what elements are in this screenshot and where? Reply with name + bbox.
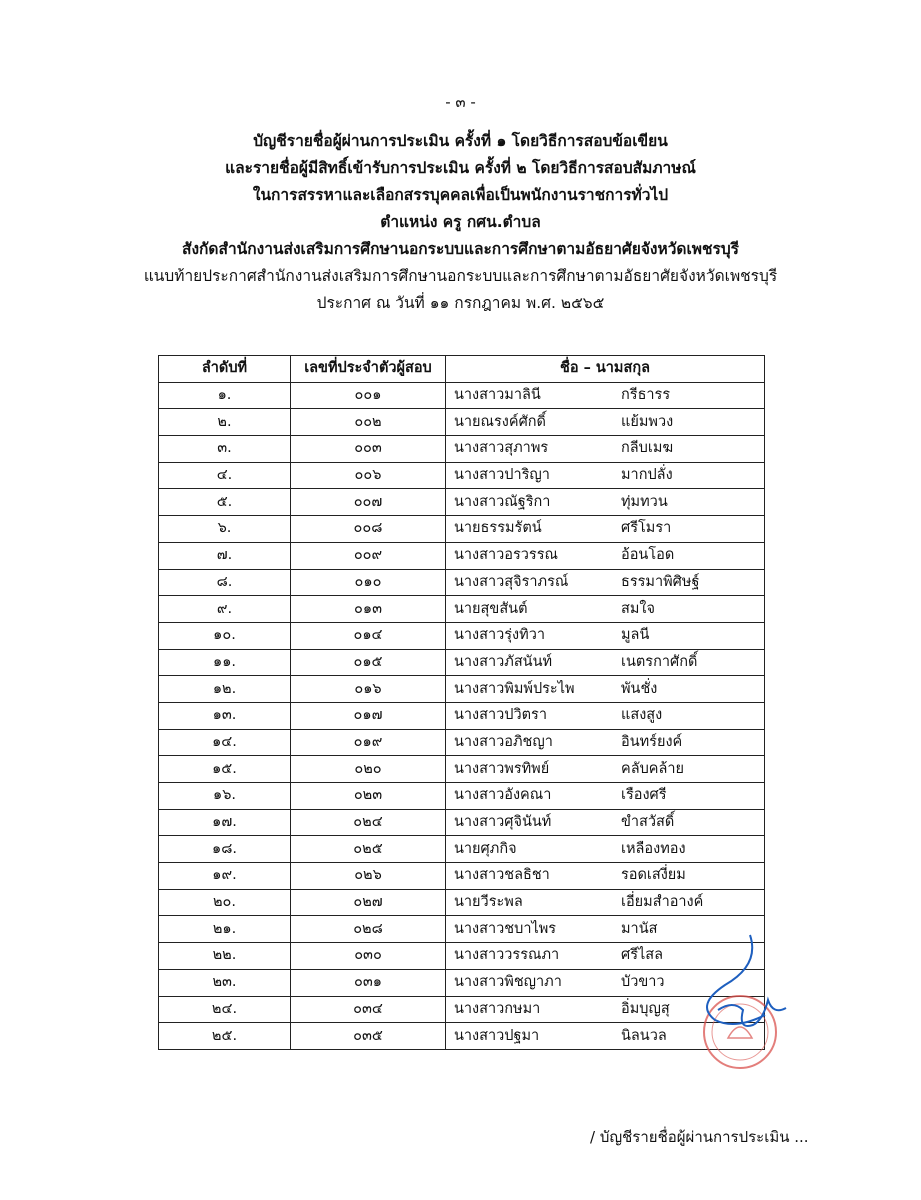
last-name: อินทร์ยงค์: [621, 733, 683, 750]
table-row: [159, 702, 765, 729]
last-name: มากปลั่ง: [621, 467, 673, 484]
last-name: มูลนี: [621, 627, 650, 644]
order-cell: ๗.: [159, 542, 291, 569]
last-name: กลีบเมฆ: [621, 440, 674, 457]
order-cell: ๑๓.: [159, 702, 291, 729]
last-name: คลับคล้าย: [621, 760, 685, 777]
order-cell: ๕.: [159, 489, 291, 516]
exam-id-cell: ๐๒๗: [291, 889, 446, 916]
order-cell: ๒๒.: [159, 943, 291, 970]
exam-id-cell: ๐๓๑: [291, 969, 446, 996]
first-name: นางสาวชลธิชา: [454, 867, 550, 884]
order-cell: ๒๑.: [159, 916, 291, 943]
table-row: [159, 622, 765, 649]
first-name: นางสาวพิชญาภา: [454, 974, 562, 991]
table-row: [159, 409, 765, 436]
heading-line-6: แนบท้ายประกาศสำนักงานส่งเสริมการศึกษานอกระบบและการศึกษาตามอัธยาศัยจังหวัดเพชรบุรี: [143, 267, 778, 285]
header-exam-id: เลขที่ประจำตัวผู้สอบ: [291, 356, 446, 383]
table-row: [159, 436, 765, 463]
order-cell: ๑๒.: [159, 676, 291, 703]
heading-line-3: ในการสรรหาและเลือกสรรบุคคลเพื่อเป็นพนักงานราชการทั่วไป: [252, 186, 669, 204]
name-cell: [446, 756, 765, 783]
table-row: [159, 489, 765, 516]
last-name: รอดเสงี่ยม: [621, 867, 686, 884]
first-name: นางสาวปฐมา: [454, 1027, 540, 1044]
page-number: - ๓ -: [445, 93, 476, 111]
first-name: นายธรรมรัตน์: [454, 520, 542, 537]
header-full-name: ชื่อ – นามสกุล: [446, 356, 765, 383]
exam-id-cell: ๐๐๑: [291, 382, 446, 409]
seal-and-signature: [690, 930, 800, 1080]
last-name: เรืองศรี: [621, 787, 667, 804]
exam-id-cell: ๐๑๙: [291, 729, 446, 756]
first-name: นายศุภกิจ: [454, 840, 517, 857]
order-cell: ๒๓.: [159, 969, 291, 996]
first-name: นางสาววรรณภา: [454, 947, 560, 964]
table-header-row: [159, 356, 765, 383]
last-name: นิลนวล: [621, 1027, 667, 1044]
order-cell: ๑๖.: [159, 783, 291, 810]
exam-id-cell: ๐๒๓: [291, 783, 446, 810]
first-name: นางสาวรุ่งทิวา: [454, 627, 545, 644]
order-cell: ๒๔.: [159, 996, 291, 1023]
last-name: แย้มพวง: [621, 413, 674, 430]
exam-id-cell: ๐๑๓: [291, 596, 446, 623]
exam-id-cell: ๐๑๔: [291, 622, 446, 649]
exam-id-cell: ๐๑๗: [291, 702, 446, 729]
exam-id-cell: ๐๒๖: [291, 863, 446, 890]
table-row: [159, 863, 765, 890]
last-name: สมใจ: [621, 600, 655, 617]
last-name: แสงสูง: [621, 707, 663, 724]
table-row: [159, 516, 765, 543]
name-cell: [446, 889, 765, 916]
table-row: [159, 382, 765, 409]
exam-id-cell: ๐๒๕: [291, 836, 446, 863]
table-row: [159, 996, 765, 1023]
name-cell: [446, 569, 765, 596]
first-name: นางสาวมาลินี: [454, 387, 541, 404]
table-row: [159, 676, 765, 703]
order-cell: ๘.: [159, 569, 291, 596]
order-cell: ๔.: [159, 462, 291, 489]
exam-id-cell: ๐๒๔: [291, 809, 446, 836]
table-row: [159, 889, 765, 916]
order-cell: ๑๐.: [159, 622, 291, 649]
order-cell: ๑๘.: [159, 836, 291, 863]
order-cell: ๑.: [159, 382, 291, 409]
name-cell: [446, 702, 765, 729]
order-cell: ๑๔.: [159, 729, 291, 756]
name-cell: [446, 622, 765, 649]
document-heading: [0, 128, 921, 317]
last-name: ทุ่มทวน: [621, 493, 668, 510]
heading-line-5: สังกัดสำนักงานส่งเสริมการศึกษานอกระบบและการศึกษาตามอัธยาศัยจังหวัดเพชรบุรี: [182, 240, 739, 258]
last-name: มานัส: [621, 920, 658, 937]
exam-id-cell: ๐๑๖: [291, 676, 446, 703]
exam-id-cell: ๐๐๗: [291, 489, 446, 516]
first-name: นางสาวสุภาพร: [454, 440, 549, 457]
exam-id-cell: ๐๓๐: [291, 943, 446, 970]
table-row: [159, 1023, 765, 1050]
first-name: นางสาวศุจินันท์: [454, 814, 552, 831]
order-cell: ๒๐.: [159, 889, 291, 916]
name-cell: [446, 836, 765, 863]
last-name: เอี่ยมสำอางค์: [621, 894, 704, 911]
table-row: [159, 462, 765, 489]
exam-id-cell: ๐๐๖: [291, 462, 446, 489]
first-name: นางสาวกษมา: [454, 1000, 541, 1017]
continuation-note: / บัญชีรายชื่อผู้ผ่านการประเมิน ...: [590, 1128, 809, 1146]
name-cell: [446, 382, 765, 409]
exam-id-cell: ๐๓๔: [291, 996, 446, 1023]
first-name: นายณรงค์ศักดิ์: [454, 413, 546, 430]
order-cell: ๓.: [159, 436, 291, 463]
name-cell: [446, 809, 765, 836]
exam-id-cell: ๐๐๒: [291, 409, 446, 436]
exam-id-cell: ๐๓๕: [291, 1023, 446, 1050]
table-row: [159, 783, 765, 810]
candidate-table: [158, 355, 765, 1050]
name-cell: [446, 436, 765, 463]
header-order: ลำดับที่: [159, 356, 291, 383]
name-cell: [446, 649, 765, 676]
exam-id-cell: ๐๐๓: [291, 436, 446, 463]
heading-line-1: บัญชีรายชื่อผู้ผ่านการประเมิน ครั้งที่ ๑ โดยวิธีการสอบข้อเขียน: [253, 132, 668, 150]
table-row: [159, 649, 765, 676]
last-name: เหลืองทอง: [621, 840, 686, 857]
last-name: อ้อนโอด: [621, 547, 675, 564]
first-name: นางสาวชบาไพร: [454, 920, 557, 937]
table-row: [159, 809, 765, 836]
first-name: นางสาวอรวรรณ: [454, 547, 558, 564]
first-name: นางสาวณัฐริกา: [454, 493, 551, 510]
first-name: นางสาวสุจิราภรณ์: [454, 573, 569, 590]
name-cell: [446, 542, 765, 569]
last-name: เนตรกาศักดิ์: [621, 653, 698, 670]
name-cell: [446, 409, 765, 436]
first-name: นางสาวภัสนันท์: [454, 653, 553, 670]
table-row: [159, 729, 765, 756]
table-row: [159, 542, 765, 569]
name-cell: [446, 863, 765, 890]
table-row: [159, 943, 765, 970]
order-cell: ๙.: [159, 596, 291, 623]
first-name: นางสาวปวิตรา: [454, 707, 547, 724]
last-name: บัวขาว: [621, 974, 665, 991]
exam-id-cell: ๐๐๘: [291, 516, 446, 543]
last-name: ศรีไสล: [621, 947, 664, 964]
last-name: กรีธารร: [621, 387, 671, 404]
order-cell: ๒๕.: [159, 1023, 291, 1050]
name-cell: [446, 489, 765, 516]
exam-id-cell: ๐๑๕: [291, 649, 446, 676]
order-cell: ๒.: [159, 409, 291, 436]
heading-line-7: ประกาศ ณ วันที่ ๑๑ กรกฎาคม พ.ศ. ๒๕๖๕: [316, 294, 605, 312]
order-cell: ๖.: [159, 516, 291, 543]
table-row: [159, 836, 765, 863]
first-name: นางสาวอภิชญา: [454, 733, 553, 750]
name-cell: [446, 516, 765, 543]
last-name: ขำสวัสดิ์: [621, 814, 675, 831]
table-row: [159, 916, 765, 943]
last-name: ศรีโมรา: [621, 520, 672, 537]
last-name: พันชั่ง: [621, 680, 658, 697]
first-name: นางสาวพรทิพย์: [454, 760, 550, 777]
heading-line-2: และรายชื่อผู้มีสิทธิ์เข้ารับการประเมิน ครั้งที่ ๒ โดยวิธีการสอบสัมภาษณ์: [225, 159, 696, 177]
exam-id-cell: ๐๒๐: [291, 756, 446, 783]
table-row: [159, 569, 765, 596]
table-row: [159, 969, 765, 996]
heading-line-4: ตำแหน่ง ครู กศน.ตำบล: [380, 213, 541, 231]
order-cell: ๑๕.: [159, 756, 291, 783]
order-cell: ๑๑.: [159, 649, 291, 676]
first-name: นางสาวปาริญา: [454, 467, 550, 484]
name-cell: [446, 783, 765, 810]
first-name: นางสาวอังคณา: [454, 787, 552, 804]
first-name: นางสาวพิมพ์ประไพ: [454, 680, 575, 697]
exam-id-cell: ๐๒๘: [291, 916, 446, 943]
last-name: อิ่มบุญสุ: [621, 1000, 670, 1017]
order-cell: ๑๙.: [159, 863, 291, 890]
table-row: [159, 596, 765, 623]
last-name: ธรรมาพิศิษฐ์: [621, 573, 700, 590]
name-cell: [446, 676, 765, 703]
first-name: นายสุขสันต์: [454, 600, 528, 617]
exam-id-cell: ๐๐๙: [291, 542, 446, 569]
official-seal-icon: [690, 930, 800, 1080]
name-cell: [446, 462, 765, 489]
first-name: นายวีระพล: [454, 894, 523, 911]
name-cell: [446, 596, 765, 623]
exam-id-cell: ๐๑๐: [291, 569, 446, 596]
order-cell: ๑๗.: [159, 809, 291, 836]
table-row: [159, 756, 765, 783]
name-cell: [446, 729, 765, 756]
